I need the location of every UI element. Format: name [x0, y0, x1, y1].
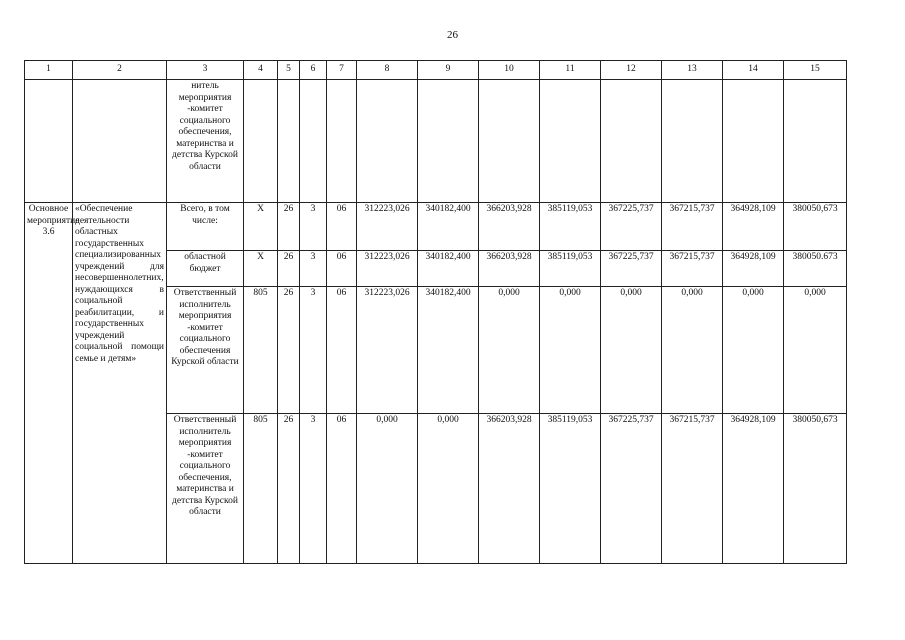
header-cell: 11: [540, 61, 601, 80]
header-row: [25, 61, 847, 80]
cell-c6: 3: [300, 203, 327, 251]
cell-c11: 385119,053: [540, 414, 601, 564]
cell-c13: 0,000: [662, 287, 723, 414]
cell-c4: 805: [244, 287, 278, 414]
cell-c13: 367215,737: [662, 203, 723, 251]
cell-c10: 366203,928: [479, 203, 540, 251]
measure-title: «Обеспечение деятельности областных государственных специализированных учреждений для несовершеннолетних, нуждающихся в социальной реабилитации, и государственных учреждений социальной помощи семье и детям»: [73, 203, 167, 564]
cell-c5: 26: [278, 287, 300, 414]
budget-table: [24, 60, 847, 564]
row-label: Ответственный исполнитель мероприятия -комитет социального обеспечения, материнства и детства Курской области: [167, 414, 244, 564]
cell-c7: 06: [327, 287, 357, 414]
cell-c11: 385119,053: [540, 251, 601, 287]
cell-c11: 0,000: [540, 287, 601, 414]
header-cell: 15: [784, 61, 847, 80]
cell-c15: 380050,673: [784, 414, 847, 564]
cell-c15: 0,000: [784, 287, 847, 414]
header-cell: 5: [278, 61, 300, 80]
header-cell: 8: [357, 61, 418, 80]
cell-c8: 312223,026: [357, 251, 418, 287]
cell-c12: 367225,737: [601, 414, 662, 564]
cell-c6: 3: [300, 414, 327, 564]
row-label: областной бюджет: [167, 251, 244, 287]
cell-c14: 364928,109: [723, 251, 784, 287]
cell-c13: 367215,737: [662, 414, 723, 564]
cell-c5: 26: [278, 251, 300, 287]
cell-c5: 26: [278, 414, 300, 564]
cell-c12: 367225,737: [601, 203, 662, 251]
page-number: 26: [447, 29, 458, 41]
cell-c6: 3: [300, 251, 327, 287]
header-cell: 4: [244, 61, 278, 80]
cell-c7: 06: [327, 203, 357, 251]
cell-c15: 380050,673: [784, 203, 847, 251]
cell-c5: 26: [278, 203, 300, 251]
cell-c14: 0,000: [723, 287, 784, 414]
continuation-row: [25, 80, 847, 203]
cell-c13: 367215,737: [662, 251, 723, 287]
cell-c9: 340182,400: [418, 251, 479, 287]
header-cell: 10: [479, 61, 540, 80]
header-cell: 6: [300, 61, 327, 80]
cell-c10: 366203,928: [479, 414, 540, 564]
cell-c9: 340182,400: [418, 287, 479, 414]
cell-c6: 3: [300, 287, 327, 414]
header-cell: 9: [418, 61, 479, 80]
cell-c7: 06: [327, 414, 357, 564]
cell-c14: 364928,109: [723, 203, 784, 251]
header-cell: 2: [73, 61, 167, 80]
cell-c8: 0,000: [357, 414, 418, 564]
table-row: [25, 203, 847, 251]
cell-c7: 06: [327, 251, 357, 287]
cell-c8: 312223,026: [357, 203, 418, 251]
cell-c14: 364928,109: [723, 414, 784, 564]
cell-c12: 0,000: [601, 287, 662, 414]
cell-c4: Х: [244, 251, 278, 287]
header-cell: 12: [601, 61, 662, 80]
cell-c4: Х: [244, 203, 278, 251]
cell-c9: 340182,400: [418, 203, 479, 251]
cell-c8: 312223,026: [357, 287, 418, 414]
cell-c4: 805: [244, 414, 278, 564]
cell-c10: 0,000: [479, 287, 540, 414]
row-label: Всего, в том числе:: [167, 203, 244, 251]
executor-cell: нитель мероприятия -комитет социального обеспечения, материнства и детства Курской области: [167, 80, 244, 203]
header-cell: 3: [167, 61, 244, 80]
cell-c10: 366203,928: [479, 251, 540, 287]
cell-c9: 0,000: [418, 414, 479, 564]
row-label: Ответственный исполнитель мероприятия -комитет социального обеспечения Курской области: [167, 287, 244, 414]
cell-c11: 385119,053: [540, 203, 601, 251]
cell-c12: 367225,737: [601, 251, 662, 287]
measure-number: Основное мероприятие 3.6: [25, 203, 73, 564]
header-cell: 1: [25, 61, 73, 80]
header-cell: 7: [327, 61, 357, 80]
header-cell: 14: [723, 61, 784, 80]
header-cell: 13: [662, 61, 723, 80]
cell-c15: 380050.673: [784, 251, 847, 287]
